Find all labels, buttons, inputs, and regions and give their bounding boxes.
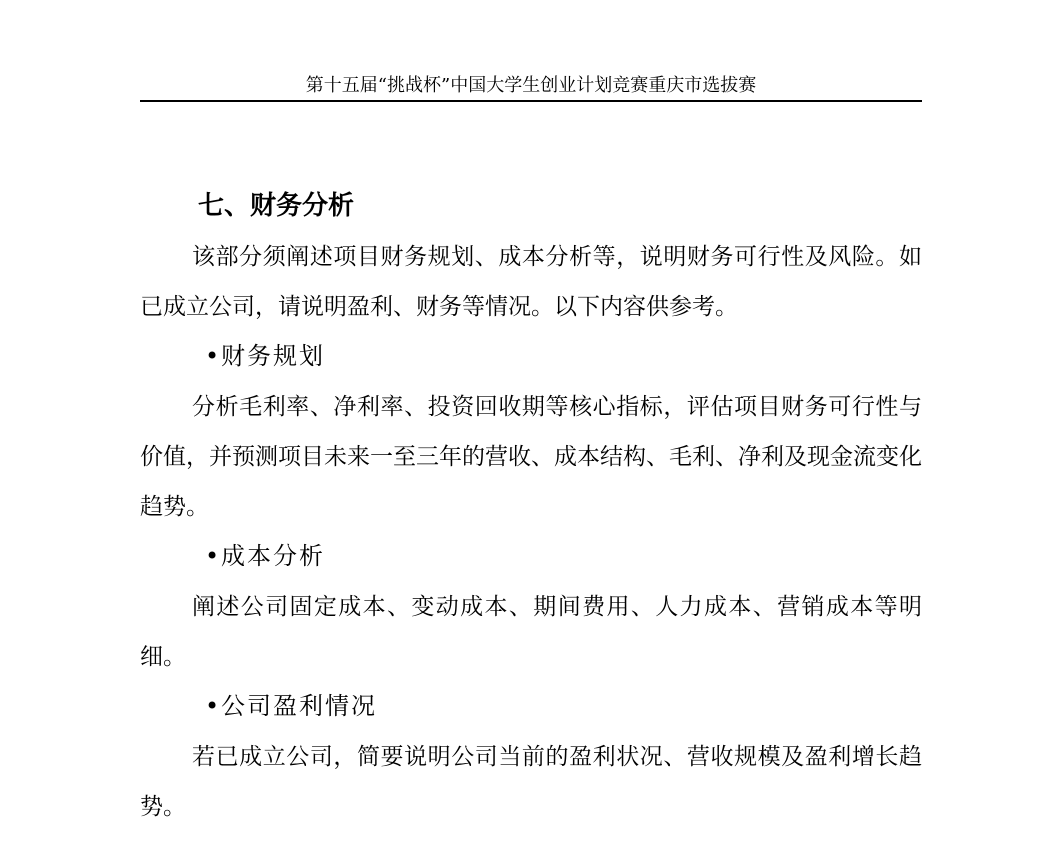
subsection-heading-cost-analysis: [205, 538, 325, 574]
subsection-heading-text: 公司盈利情况: [221, 692, 377, 720]
financial-planning-paragraph: 分析毛利率、净利率、投资回收期等核心指标，评估项目财务可行性与价值，并预测项目未来一至三年的营收、成本结构、毛利、净利及现金流变化趋势。: [140, 394, 922, 520]
bullet-icon: •: [205, 542, 222, 570]
running-header: 第十五届“挑战杯”中国大学生创业计划竞赛重庆市选拔赛: [305, 75, 757, 96]
section-title: 七、财务分析: [198, 191, 355, 221]
subsection-heading-financial-planning: [205, 338, 325, 374]
subsection-heading-company-profit: [205, 688, 377, 724]
cost-analysis-paragraph: 阐述公司固定成本、变动成本、期间费用、人力成本、营销成本等明细。: [140, 594, 922, 670]
subsection-heading-text: 成本分析: [221, 542, 325, 570]
bullet-icon: •: [205, 342, 222, 370]
bullet-icon: •: [205, 692, 222, 720]
subsection-heading-text: 财务规划: [221, 342, 325, 370]
company-profit-paragraph: 若已成立公司，简要说明公司当前的盈利状况、营收规模及盈利增长趋势。: [140, 744, 922, 820]
header-rule: [140, 100, 922, 102]
section-intro-paragraph: 该部分须阐述项目财务规划、成本分析等，说明财务可行性及风险。如已成立公司，请说明盈利、财务等情况。以下内容供参考。: [140, 244, 922, 320]
